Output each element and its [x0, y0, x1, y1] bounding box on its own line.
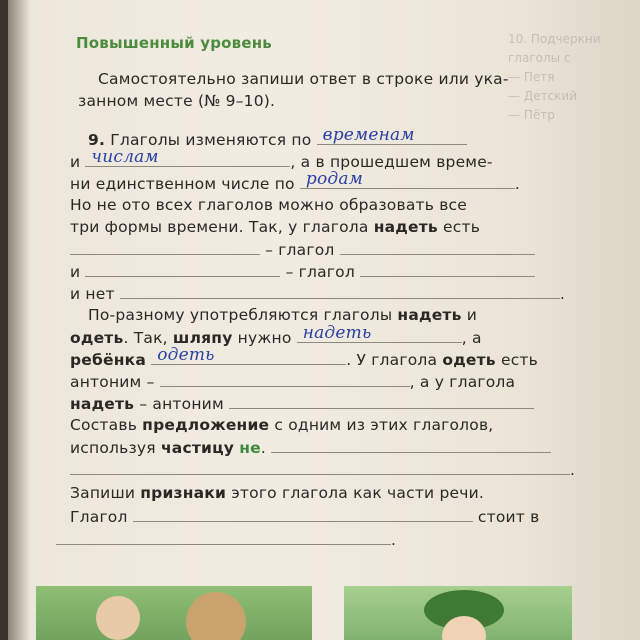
answer-blank-6[interactable] [85, 262, 280, 277]
ex9-text-7a: и [70, 263, 81, 281]
para2-line-5 [70, 394, 534, 413]
word-priznaki: признаки [140, 484, 227, 502]
answer-blank-11[interactable] [160, 372, 410, 387]
para3-text-1c: с одним из этих глаголов, [274, 416, 494, 434]
answer-blank-16[interactable] [56, 530, 391, 545]
para2-text-4b: , а у глагола [409, 373, 516, 391]
para4-line-2 [70, 507, 539, 526]
ex9-text-8: и нет [70, 285, 115, 303]
ex9-text-3b: . [514, 175, 521, 193]
ex9-line-6 [70, 240, 535, 259]
para4-line-1 [70, 484, 484, 502]
ex9-text-5b: есть [443, 218, 481, 236]
handwritten-answer: одеть [157, 345, 215, 365]
para2-line-1 [88, 306, 477, 324]
para2-text-2b: . Так, [123, 329, 168, 347]
para2-text-3b: . У глагола [346, 351, 438, 369]
para4-line-3 [56, 530, 396, 549]
answer-blank-7[interactable] [360, 262, 535, 277]
para3-text-3: . [570, 461, 576, 479]
word-rebenka: ребёнка [70, 351, 147, 369]
verb-odet: одеть [442, 351, 496, 369]
handwritten-answer: числам [91, 147, 159, 167]
para3-line-2 [70, 438, 551, 457]
handwritten-answer: временам [322, 125, 415, 145]
answer-blank-10[interactable] [151, 345, 346, 365]
answer-blank-13[interactable] [271, 438, 551, 453]
para3-text-2d: . [260, 439, 266, 457]
ex9-text-1: Глаголы изменяются по [110, 131, 312, 149]
para2-text-5b: – антоним [139, 395, 224, 413]
answer-blank-3[interactable] [300, 169, 515, 189]
answer-blank-1[interactable] [317, 125, 467, 145]
ex9-line-3 [70, 169, 521, 193]
para2-line-2 [70, 323, 482, 347]
para4-text-2a: Глагол [70, 508, 128, 526]
exercise-number: 9. [88, 131, 106, 149]
verb-nadet: надеть [70, 395, 135, 413]
level-heading: Повышенный уровень [76, 34, 272, 52]
child-face-illustration [96, 596, 140, 640]
para4-text-2b: стоит в [477, 508, 540, 526]
ex9-text-2a: и [70, 153, 81, 171]
intro-line-1: Самостоятельно запиши ответ в строке или ука- [98, 70, 509, 88]
page-edge-shadow [8, 0, 30, 640]
para2-text-4a: антоним – [70, 373, 155, 391]
ex9-text-3a: ни единственном числе по [70, 175, 295, 193]
ex9-line-5 [70, 218, 480, 236]
answer-blank-9[interactable] [297, 323, 462, 343]
ex9-text-2b: , а в прошедшем време- [290, 153, 493, 171]
illustration-children [36, 586, 312, 640]
verb-odet: одеть [70, 329, 124, 347]
word-chastitsu: частицу [160, 439, 235, 457]
para2-text-1c: и [466, 306, 478, 324]
answer-blank-5[interactable] [340, 240, 535, 255]
ex9-text-5a: три формы времени. Так, у глагола [70, 218, 369, 236]
handwritten-answer: родам [305, 169, 363, 189]
bleed-through-text: 10. Подчеркни глаголы с — Петя — Детский — Пётр [508, 32, 601, 122]
para2-text-2e: , а [461, 329, 482, 347]
answer-blank-4[interactable] [70, 240, 260, 255]
verb-nadet: надеть [397, 306, 462, 324]
intro-line-2: занном месте (№ 9–10). [78, 92, 276, 110]
para2-line-4 [70, 372, 515, 391]
ex9-line-2 [70, 147, 493, 171]
para3-text-1a: Составь [70, 416, 138, 434]
answer-blank-2[interactable] [85, 147, 290, 167]
para4-text-1a: Запиши [70, 484, 136, 502]
ex9-line-4: Но не ото всех глаголов можно образовать все [70, 196, 468, 214]
ex9-line-7 [70, 262, 535, 281]
answer-blank-8[interactable] [120, 284, 560, 299]
para3-text-2a: используя [70, 439, 156, 457]
word-predlozhenie: предложение [142, 416, 270, 434]
textbook-page [8, 0, 640, 640]
particle-ne: не [239, 439, 261, 457]
para3-line-1 [70, 416, 493, 434]
answer-blank-14[interactable] [70, 460, 570, 475]
illustration-hat [344, 586, 572, 640]
para4-text-1c: этого глагола как части речи. [231, 484, 484, 502]
answer-blank-12[interactable] [229, 394, 534, 409]
child-head-illustration [186, 592, 246, 640]
para2-text-1a: По-разному употребляются глаголы [88, 306, 393, 324]
para2-text-2d: нужно [237, 329, 292, 347]
word-shlyapu: шляпу [172, 329, 233, 347]
answer-blank-15[interactable] [133, 507, 473, 522]
ex9-text-7b: – глагол [285, 263, 355, 281]
para2-line-3 [70, 345, 538, 369]
verb-nadet: надеть [373, 218, 438, 236]
para2-text-3d: есть [500, 351, 538, 369]
handwritten-answer: надеть [302, 323, 372, 343]
ex9-line-8 [70, 284, 565, 303]
para4-text-3: . [391, 531, 397, 549]
ex9-text-6: – глагол [265, 241, 335, 259]
para3-line-3 [70, 460, 575, 479]
ex9-text-8-end: . [559, 285, 565, 303]
